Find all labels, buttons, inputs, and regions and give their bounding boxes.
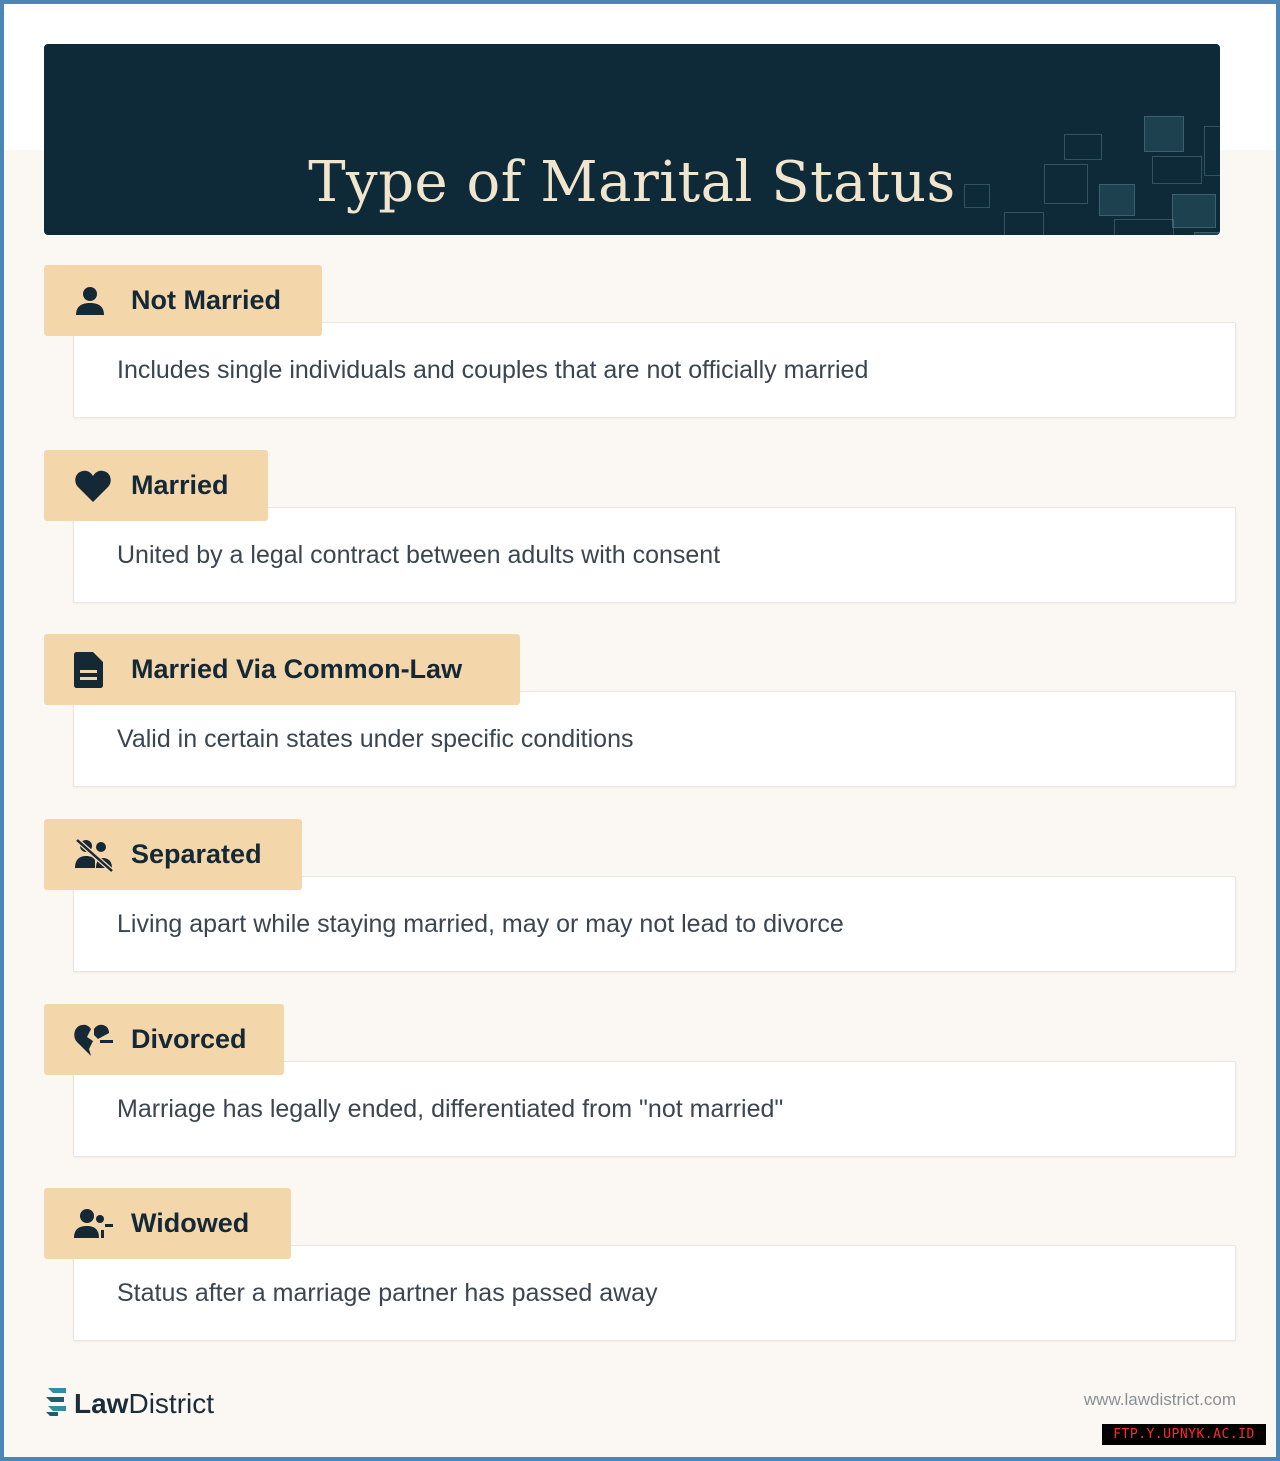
brand-name-regular: District [128,1387,215,1419]
item-description: United by a legal contract between adults with consent [117,541,721,569]
item-description: Living apart while staying married, may or may not lead to divorce [117,910,844,938]
item-description: Valid in certain states under specific conditions [117,725,634,753]
item-description: Includes single individuals and couples that are not officially married [117,356,869,384]
website-url: www.lawdistrict.com [1083,1390,1236,1409]
item-label: Married Via Common-Law [131,654,463,684]
item-description: Marriage has legally ended, differentiated from "not married" [117,1095,784,1123]
item-label: Separated [131,839,262,869]
item-label: Married [131,470,229,500]
watermark: FTP.Y.UPNYK.AC.ID [1102,1424,1266,1445]
item-label: Divorced [131,1024,247,1054]
item-label: Not Married [131,285,282,315]
item-description: Status after a marriage partner has passed away [117,1279,658,1307]
page-title: Type of Marital Status [308,150,956,215]
brand-name-bold: Law [74,1387,129,1419]
item-label: Widowed [131,1208,250,1238]
